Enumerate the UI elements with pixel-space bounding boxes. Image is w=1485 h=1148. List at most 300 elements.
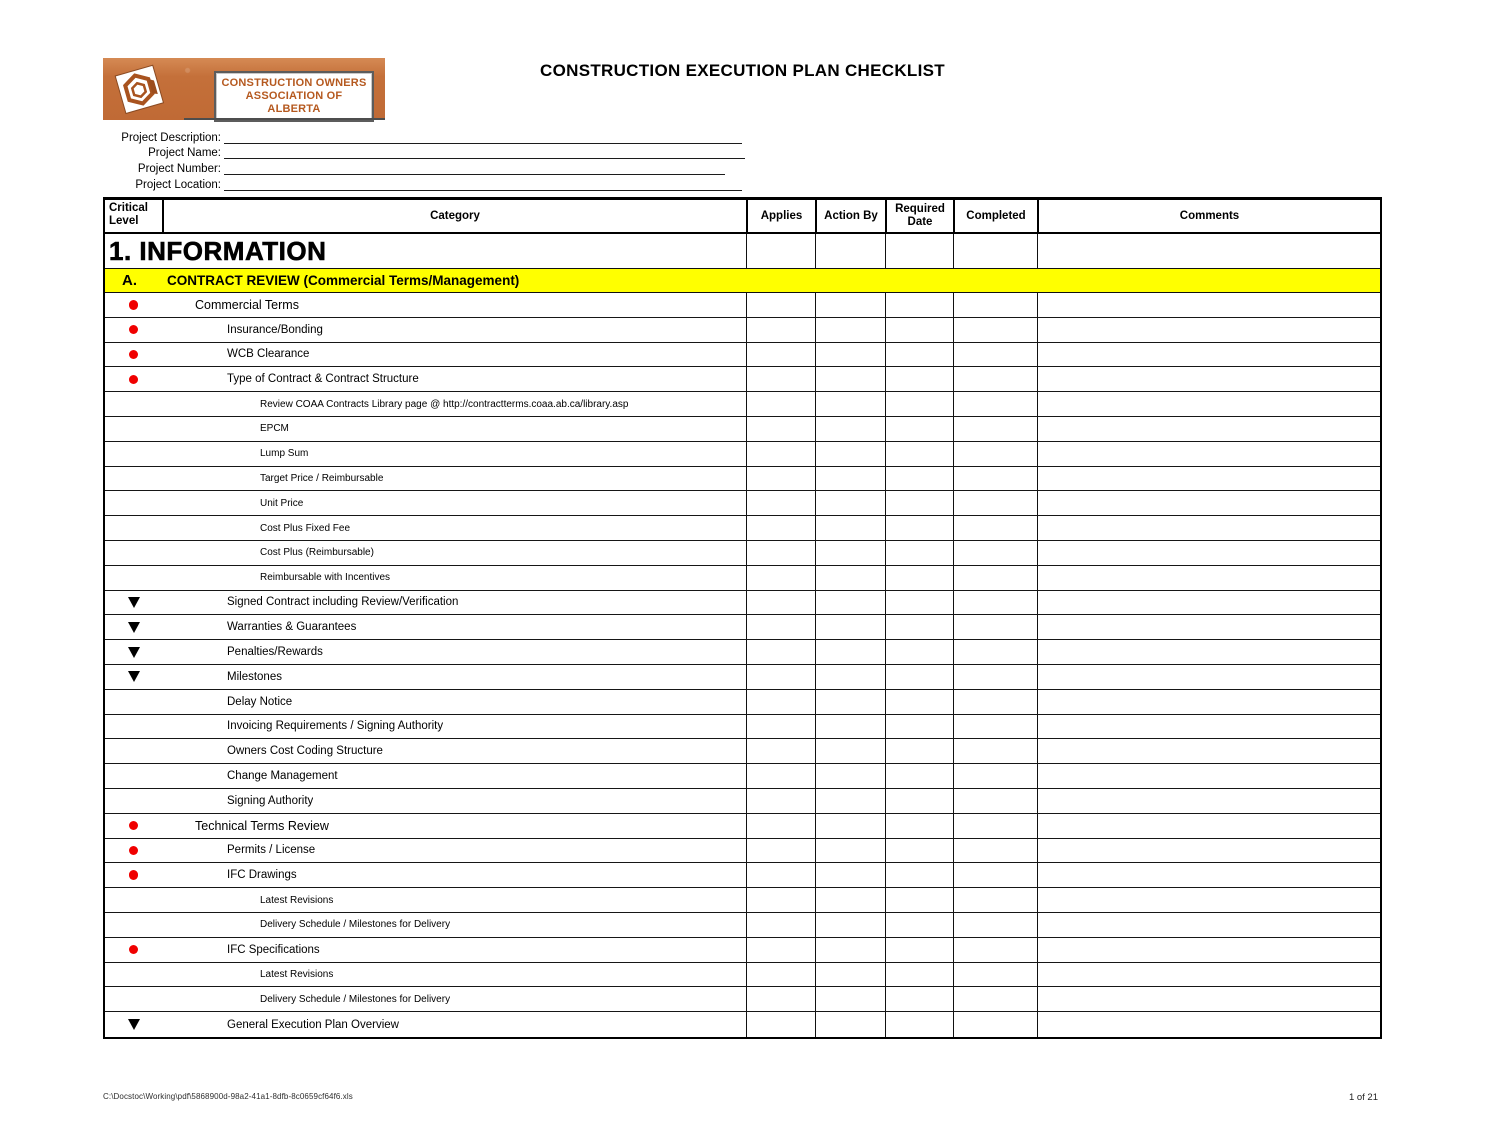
category-cell xyxy=(162,491,746,515)
category-label: Invoicing Requirements / Signing Authority xyxy=(227,720,444,733)
critical-dot-icon xyxy=(129,846,139,856)
checklist-row xyxy=(105,442,1380,467)
applies-cell[interactable] xyxy=(746,1012,815,1037)
critical-level-cell xyxy=(105,1012,162,1037)
required-date-cell[interactable] xyxy=(885,839,953,863)
completed-cell[interactable] xyxy=(953,591,1037,615)
checklist-row xyxy=(105,839,1380,864)
category-label: Signed Contract including Review/Verification xyxy=(227,596,459,609)
completed-cell[interactable] xyxy=(953,343,1037,367)
required-date-cell[interactable] xyxy=(885,343,953,367)
action-by-cell[interactable] xyxy=(815,888,885,912)
action-by-cell[interactable] xyxy=(815,343,885,367)
applies-cell[interactable] xyxy=(746,566,815,590)
completed-cell[interactable] xyxy=(953,963,1037,987)
comments-cell[interactable] xyxy=(1037,789,1380,813)
file-path: C:\Docstoc\Working\pdf\5868900d-98a2-41a1-8dfb-8c0659cf64f6.xls xyxy=(103,1092,353,1101)
completed-cell[interactable] xyxy=(953,1012,1037,1037)
comments-cell[interactable] xyxy=(1037,863,1380,887)
category-label: Cost Plus (Reimbursable) xyxy=(260,547,374,559)
category-cell xyxy=(162,690,746,714)
critical-dot-icon xyxy=(129,821,139,831)
column-header-completed: Completed xyxy=(953,200,1037,232)
action-by-cell[interactable] xyxy=(815,293,885,317)
checklist-row xyxy=(105,938,1380,963)
critical-level-cell xyxy=(105,913,162,937)
category-cell xyxy=(162,839,746,863)
table-header-row xyxy=(105,200,1380,234)
required-date-cell[interactable] xyxy=(885,234,953,268)
checklist-row xyxy=(105,615,1380,640)
category-cell xyxy=(162,764,746,788)
project-location-input-line[interactable] xyxy=(224,189,742,191)
required-date-cell[interactable] xyxy=(885,1012,953,1037)
action-by-cell[interactable] xyxy=(815,938,885,962)
checklist-rows xyxy=(105,293,1380,1037)
action-by-cell[interactable] xyxy=(815,591,885,615)
action-by-cell[interactable] xyxy=(815,1012,885,1037)
comments-cell[interactable] xyxy=(1037,640,1380,664)
comments-cell[interactable] xyxy=(1037,392,1380,416)
project-name-label: Project Name: xyxy=(148,147,221,160)
project-number-field xyxy=(103,160,763,176)
checklist-row xyxy=(105,467,1380,492)
checklist-row xyxy=(105,814,1380,839)
completed-cell[interactable] xyxy=(953,789,1037,813)
required-date-cell[interactable] xyxy=(885,814,953,838)
action-by-cell[interactable] xyxy=(815,715,885,739)
comments-cell[interactable] xyxy=(1037,467,1380,491)
completed-cell[interactable] xyxy=(953,293,1037,317)
completed-cell[interactable] xyxy=(953,442,1037,466)
checklist-row xyxy=(105,318,1380,343)
applies-cell[interactable] xyxy=(746,789,815,813)
category-label: Change Management xyxy=(227,770,338,783)
required-date-cell[interactable] xyxy=(885,367,953,391)
comments-cell[interactable] xyxy=(1037,963,1380,987)
applies-cell[interactable] xyxy=(746,343,815,367)
completed-cell[interactable] xyxy=(953,615,1037,639)
applies-cell[interactable] xyxy=(746,234,815,268)
action-by-cell[interactable] xyxy=(815,640,885,664)
column-header-critical-level: Critical Level xyxy=(109,202,148,227)
column-header-action-by: Action By xyxy=(815,200,885,232)
action-by-cell[interactable] xyxy=(815,665,885,689)
critical-level-cell xyxy=(105,566,162,590)
action-by-cell[interactable] xyxy=(815,615,885,639)
comments-cell[interactable] xyxy=(1037,715,1380,739)
completed-cell[interactable] xyxy=(953,863,1037,887)
action-by-cell[interactable] xyxy=(815,417,885,441)
completed-cell[interactable] xyxy=(953,938,1037,962)
completed-cell[interactable] xyxy=(953,839,1037,863)
category-cell xyxy=(162,293,746,317)
completed-cell[interactable] xyxy=(953,665,1037,689)
comments-cell[interactable] xyxy=(1037,690,1380,714)
org-name-line2: ASSOCIATION OF ALBERTA xyxy=(245,90,343,115)
comments-cell[interactable] xyxy=(1037,417,1380,441)
category-cell xyxy=(162,987,746,1011)
applies-cell[interactable] xyxy=(746,863,815,887)
subsection-letter: A. xyxy=(122,272,137,289)
column-header-comments: Comments xyxy=(1037,200,1380,232)
completed-cell[interactable] xyxy=(953,234,1037,268)
category-cell xyxy=(162,343,746,367)
applies-cell[interactable] xyxy=(746,814,815,838)
action-by-cell[interactable] xyxy=(815,541,885,565)
category-cell xyxy=(162,913,746,937)
critical-level-cell xyxy=(105,987,162,1011)
project-location-label: Project Location: xyxy=(135,178,221,191)
category-label: Permits / License xyxy=(227,844,316,857)
action-by-cell[interactable] xyxy=(815,318,885,342)
required-date-cell[interactable] xyxy=(885,442,953,466)
required-date-cell[interactable] xyxy=(885,888,953,912)
category-cell xyxy=(162,963,746,987)
action-by-cell[interactable] xyxy=(815,739,885,763)
critical-level-cell xyxy=(105,839,162,863)
project-location-field xyxy=(103,176,763,192)
section-row-information xyxy=(105,234,1380,269)
checklist-row xyxy=(105,417,1380,442)
applies-cell[interactable] xyxy=(746,541,815,565)
applies-cell[interactable] xyxy=(746,367,815,391)
critical-level-cell xyxy=(105,367,162,391)
project-description-label: Project Description: xyxy=(121,131,221,144)
applies-cell[interactable] xyxy=(746,715,815,739)
completed-cell[interactable] xyxy=(953,541,1037,565)
category-label: Delivery Schedule / Milestones for Delivery xyxy=(260,993,451,1005)
checklist-row xyxy=(105,715,1380,740)
critical-level-cell xyxy=(105,591,162,615)
applies-cell[interactable] xyxy=(746,442,815,466)
comments-cell[interactable] xyxy=(1037,516,1380,540)
checklist-table xyxy=(103,197,1382,1039)
applies-cell[interactable] xyxy=(746,739,815,763)
completed-cell[interactable] xyxy=(953,888,1037,912)
critical-level-cell xyxy=(105,516,162,540)
comments-cell[interactable] xyxy=(1037,1012,1380,1037)
category-label: Target Price / Reimbursable xyxy=(260,472,384,484)
required-date-cell[interactable] xyxy=(885,318,953,342)
critical-level-cell xyxy=(105,343,162,367)
category-label: Lump Sum xyxy=(260,448,309,460)
page-number: 1 of 21 xyxy=(1348,1092,1378,1103)
critical-level-cell xyxy=(105,293,162,317)
required-date-cell[interactable] xyxy=(885,764,953,788)
category-cell xyxy=(162,467,746,491)
category-cell xyxy=(162,318,746,342)
critical-level-cell xyxy=(105,863,162,887)
checklist-row xyxy=(105,739,1380,764)
critical-level-cell xyxy=(105,392,162,416)
applies-cell[interactable] xyxy=(746,987,815,1011)
comments-cell[interactable] xyxy=(1037,293,1380,317)
critical-level-cell xyxy=(105,442,162,466)
checklist-row xyxy=(105,343,1380,368)
required-date-cell[interactable] xyxy=(885,715,953,739)
critical-dot-icon xyxy=(129,325,139,335)
completed-cell[interactable] xyxy=(953,566,1037,590)
applies-cell[interactable] xyxy=(746,690,815,714)
column-header-required-date: Required Date xyxy=(885,200,953,232)
applies-cell[interactable] xyxy=(746,491,815,515)
category-cell xyxy=(162,566,746,590)
comments-cell[interactable] xyxy=(1037,442,1380,466)
category-label: Owners Cost Coding Structure xyxy=(227,745,383,758)
required-date-cell[interactable] xyxy=(885,963,953,987)
category-cell xyxy=(162,814,746,838)
action-by-cell[interactable] xyxy=(815,442,885,466)
required-date-cell[interactable] xyxy=(885,863,953,887)
comments-cell[interactable] xyxy=(1037,566,1380,590)
category-label: IFC Drawings xyxy=(227,869,297,882)
category-cell xyxy=(162,640,746,664)
subsection-title: CONTRACT REVIEW (Commercial Terms/Management) xyxy=(167,273,520,288)
required-date-cell[interactable] xyxy=(885,491,953,515)
action-by-cell[interactable] xyxy=(815,566,885,590)
critical-dot-icon xyxy=(129,945,139,955)
comments-cell[interactable] xyxy=(1037,541,1380,565)
category-cell xyxy=(162,715,746,739)
applies-cell[interactable] xyxy=(746,615,815,639)
category-label: Penalties/Rewards xyxy=(227,646,323,659)
category-label: Delivery Schedule / Milestones for Delivery xyxy=(260,919,451,931)
critical-level-cell xyxy=(105,715,162,739)
critical-level-cell xyxy=(105,541,162,565)
action-by-cell[interactable] xyxy=(815,234,885,268)
required-date-cell[interactable] xyxy=(885,739,953,763)
completed-cell[interactable] xyxy=(953,318,1037,342)
completed-cell[interactable] xyxy=(953,467,1037,491)
project-number-input-line[interactable] xyxy=(224,173,725,175)
critical-level-cell xyxy=(105,665,162,689)
required-date-cell[interactable] xyxy=(885,467,953,491)
action-by-cell[interactable] xyxy=(815,913,885,937)
project-description-input-line[interactable] xyxy=(224,142,742,144)
category-label: Reimbursable with Incentives xyxy=(260,572,391,584)
action-by-cell[interactable] xyxy=(815,516,885,540)
critical-level-cell xyxy=(105,467,162,491)
critical-level-cell xyxy=(105,615,162,639)
comments-cell[interactable] xyxy=(1037,938,1380,962)
comments-cell[interactable] xyxy=(1037,343,1380,367)
checklist-row xyxy=(105,1012,1380,1037)
checklist-row xyxy=(105,541,1380,566)
category-label: WCB Clearance xyxy=(227,348,310,361)
page-title: CONSTRUCTION EXECUTION PLAN CHECKLIST xyxy=(540,61,945,80)
comments-cell[interactable] xyxy=(1037,234,1380,268)
project-fields xyxy=(103,129,763,192)
required-date-cell[interactable] xyxy=(885,516,953,540)
project-description-field xyxy=(103,129,763,145)
applies-cell[interactable] xyxy=(746,318,815,342)
completed-cell[interactable] xyxy=(953,913,1037,937)
completed-cell[interactable] xyxy=(953,516,1037,540)
comments-cell[interactable] xyxy=(1037,318,1380,342)
applies-cell[interactable] xyxy=(746,417,815,441)
completed-cell[interactable] xyxy=(953,640,1037,664)
action-triangle-icon xyxy=(128,671,140,682)
category-label: Unit Price xyxy=(260,497,304,509)
completed-cell[interactable] xyxy=(953,690,1037,714)
checklist-row xyxy=(105,963,1380,988)
comments-cell[interactable] xyxy=(1037,913,1380,937)
applies-cell[interactable] xyxy=(746,963,815,987)
category-label: Milestones xyxy=(227,670,282,683)
checklist-row xyxy=(105,367,1380,392)
critical-dot-icon xyxy=(129,300,139,310)
comments-cell[interactable] xyxy=(1037,665,1380,689)
category-label: Technical Terms Review xyxy=(195,818,329,833)
applies-cell[interactable] xyxy=(746,516,815,540)
required-date-cell[interactable] xyxy=(885,987,953,1011)
action-by-cell[interactable] xyxy=(815,963,885,987)
completed-cell[interactable] xyxy=(953,491,1037,515)
required-date-cell[interactable] xyxy=(885,789,953,813)
required-date-cell[interactable] xyxy=(885,615,953,639)
checklist-row xyxy=(105,516,1380,541)
action-triangle-icon xyxy=(128,647,140,658)
checklist-row xyxy=(105,690,1380,715)
action-by-cell[interactable] xyxy=(815,863,885,887)
required-date-cell[interactable] xyxy=(885,392,953,416)
action-triangle-icon xyxy=(128,1019,140,1030)
category-label: Latest Revisions xyxy=(260,894,334,906)
applies-cell[interactable] xyxy=(746,839,815,863)
checklist-row xyxy=(105,913,1380,938)
banner-shadow-strip xyxy=(184,118,385,121)
category-label: Insurance/Bonding xyxy=(227,323,323,336)
required-date-cell[interactable] xyxy=(885,938,953,962)
critical-level-cell xyxy=(105,640,162,664)
critical-dot-icon xyxy=(129,350,139,360)
comments-cell[interactable] xyxy=(1037,739,1380,763)
category-label: Delay Notice xyxy=(227,695,293,708)
category-label: Type of Contract & Contract Structure xyxy=(227,373,419,386)
completed-cell[interactable] xyxy=(953,417,1037,441)
completed-cell[interactable] xyxy=(953,715,1037,739)
org-name-line1: CONSTRUCTION OWNERS xyxy=(221,77,367,89)
completed-cell[interactable] xyxy=(953,739,1037,763)
critical-level-cell xyxy=(105,789,162,813)
action-by-cell[interactable] xyxy=(815,690,885,714)
applies-cell[interactable] xyxy=(746,640,815,664)
category-cell xyxy=(162,789,746,813)
checklist-row xyxy=(105,888,1380,913)
required-date-cell[interactable] xyxy=(885,690,953,714)
required-date-cell[interactable] xyxy=(885,566,953,590)
completed-cell[interactable] xyxy=(953,367,1037,391)
comments-cell[interactable] xyxy=(1037,491,1380,515)
checklist-row xyxy=(105,591,1380,616)
critical-level-cell xyxy=(105,814,162,838)
checklist-row xyxy=(105,491,1380,516)
project-name-input-line[interactable] xyxy=(224,157,745,159)
comments-cell[interactable] xyxy=(1037,888,1380,912)
applies-cell[interactable] xyxy=(746,293,815,317)
project-number-label: Project Number: xyxy=(137,163,221,176)
critical-level-cell xyxy=(105,318,162,342)
action-by-cell[interactable] xyxy=(815,987,885,1011)
category-cell xyxy=(162,516,746,540)
checklist-row xyxy=(105,987,1380,1012)
required-date-cell[interactable] xyxy=(885,913,953,937)
applies-cell[interactable] xyxy=(746,764,815,788)
applies-cell[interactable] xyxy=(746,913,815,937)
critical-level-cell xyxy=(105,888,162,912)
action-by-cell[interactable] xyxy=(815,764,885,788)
comments-cell[interactable] xyxy=(1037,764,1380,788)
section-title: 1. INFORMATION xyxy=(109,235,327,266)
comments-cell[interactable] xyxy=(1037,814,1380,838)
required-date-cell[interactable] xyxy=(885,293,953,317)
required-date-cell[interactable] xyxy=(885,591,953,615)
checklist-row xyxy=(105,392,1380,417)
comments-cell[interactable] xyxy=(1037,987,1380,1011)
category-cell xyxy=(162,888,746,912)
category-label: Commercial Terms xyxy=(195,297,299,312)
applies-cell[interactable] xyxy=(746,888,815,912)
subsection-row-a xyxy=(105,269,1380,293)
completed-cell[interactable] xyxy=(953,392,1037,416)
required-date-cell[interactable] xyxy=(885,640,953,664)
category-cell xyxy=(162,863,746,887)
completed-cell[interactable] xyxy=(953,814,1037,838)
category-cell xyxy=(162,938,746,962)
required-date-cell[interactable] xyxy=(885,665,953,689)
applies-cell[interactable] xyxy=(746,467,815,491)
category-cell xyxy=(162,541,746,565)
applies-cell[interactable] xyxy=(746,665,815,689)
category-label: Latest Revisions xyxy=(260,968,334,980)
category-cell xyxy=(162,739,746,763)
applies-cell[interactable] xyxy=(746,591,815,615)
action-triangle-icon xyxy=(128,597,140,608)
action-by-cell[interactable] xyxy=(815,839,885,863)
critical-dot-icon xyxy=(129,375,139,385)
action-by-cell[interactable] xyxy=(815,367,885,391)
column-header-applies: Applies xyxy=(746,200,815,232)
action-by-cell[interactable] xyxy=(815,392,885,416)
category-cell xyxy=(162,665,746,689)
critical-level-cell xyxy=(105,963,162,987)
comments-cell[interactable] xyxy=(1037,615,1380,639)
category-label: General Execution Plan Overview xyxy=(227,1018,399,1031)
required-date-cell[interactable] xyxy=(885,541,953,565)
checklist-row xyxy=(105,640,1380,665)
applies-cell[interactable] xyxy=(746,938,815,962)
comments-cell[interactable] xyxy=(1037,367,1380,391)
applies-cell[interactable] xyxy=(746,392,815,416)
project-name-field xyxy=(103,145,763,161)
category-cell xyxy=(162,615,746,639)
action-by-cell[interactable] xyxy=(815,789,885,813)
action-by-cell[interactable] xyxy=(815,814,885,838)
comments-cell[interactable] xyxy=(1037,591,1380,615)
checklist-row xyxy=(105,293,1380,318)
critical-level-cell xyxy=(105,938,162,962)
comments-cell[interactable] xyxy=(1037,839,1380,863)
category-cell xyxy=(162,1012,746,1037)
completed-cell[interactable] xyxy=(953,987,1037,1011)
action-by-cell[interactable] xyxy=(815,491,885,515)
required-date-cell[interactable] xyxy=(885,417,953,441)
checklist-row xyxy=(105,665,1380,690)
category-label: Signing Authority xyxy=(227,794,314,807)
completed-cell[interactable] xyxy=(953,764,1037,788)
action-by-cell[interactable] xyxy=(815,467,885,491)
